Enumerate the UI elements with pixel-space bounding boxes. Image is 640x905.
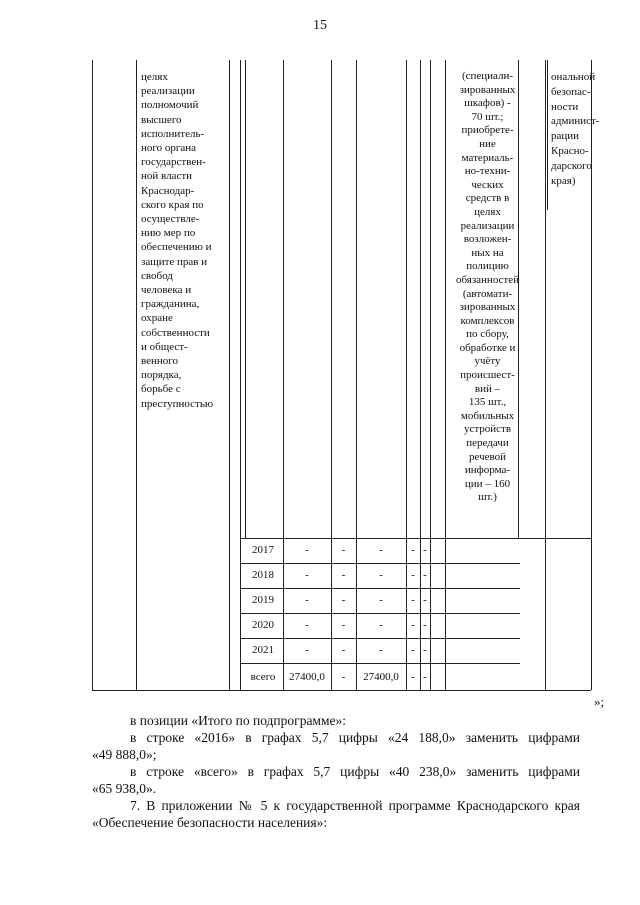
paragraph-item7-line1: 7. В приложении № 5 к государственной программе Краснодарского края (130, 798, 580, 813)
measure-executor: ональной безопас- ности админист- рации Красно- дарского края) (551, 71, 600, 187)
measure-result: (специали- зированных шкафов) - 70 шт.; приобрете- ние материаль- но-техни- ческих средств в целях реализации возложен- ных на полицию обязанностей (автомати- зированных комплексов по сбору, обработке и учёту происшест- вий – 135 шт., мобильных устройств передачи речевой информа- ции – 160 шт.) (455, 70, 520, 504)
paragraph-2016-line1: в строке «2016» в графах 5,7 цифры «24 188,0» заменить цифрами (130, 730, 580, 745)
paragraph-item7-line2: «Обеспечение безопасности населения»: (92, 815, 328, 830)
paragraph-vsego-line2: «65 938,0». (92, 781, 157, 796)
paragraph-2016-line2: «49 888,0»; (92, 747, 157, 762)
measure-description: целях реализации полномочий высшего исполнитель- ного органа государствен- ной власти Краснодар- ского края по осуществле- нию мер по обеспечению и защите прав и свобод человека и гражданина, охране собственности и общест- венного порядка, борьбе с преступностью (141, 71, 214, 410)
paragraph-vsego-line1: в строке «всего» в графах 5,7 цифры «40 238,0» заменить цифрами (130, 764, 580, 779)
page-number: 15 (313, 18, 327, 33)
paragraph-itogo: в позиции «Итого по подпрограмме»: (130, 713, 347, 728)
closing-quote: »; (594, 694, 605, 709)
